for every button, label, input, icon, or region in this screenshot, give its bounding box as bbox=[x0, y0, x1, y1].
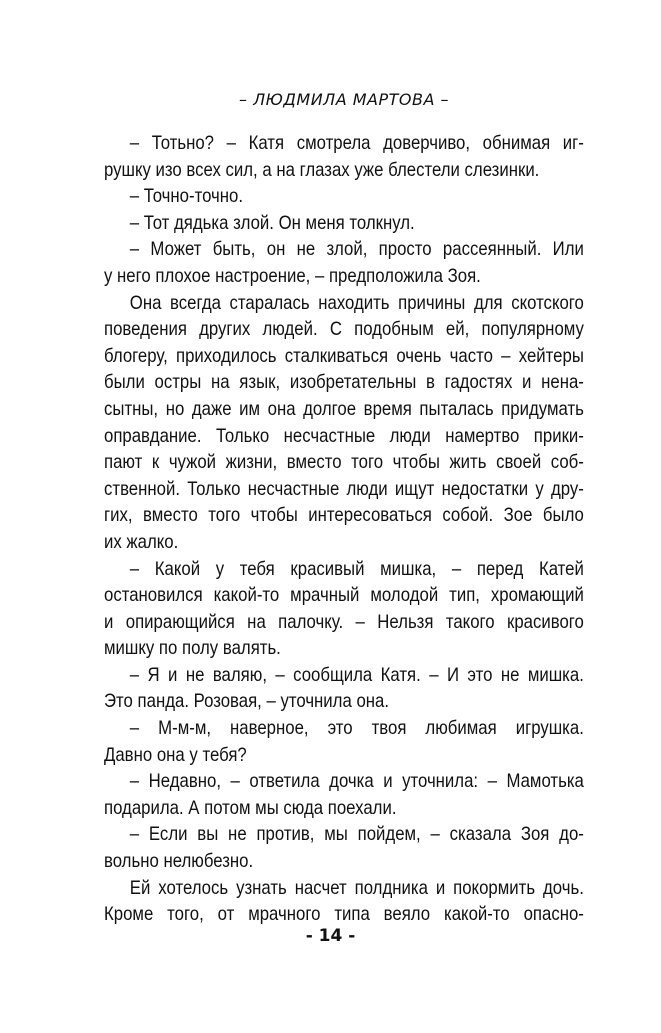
text-line: – Точно-точно. bbox=[129, 185, 244, 208]
running-title: – ЛЮДМИЛА МАРТОВА – bbox=[239, 90, 449, 109]
text-line: подарила. А потом мы сюда поехали. bbox=[104, 796, 397, 819]
text-line: и опирающийся на палочку. – Нельзя такого красивого bbox=[104, 610, 584, 633]
text-line: гих, вместо того чтобы интересоваться собой. Зое было bbox=[104, 504, 584, 527]
text-line: мишку по полу валять. bbox=[104, 637, 281, 660]
text-line: оправдание. Только несчастные люди намертво прики- bbox=[104, 424, 584, 447]
text-line: Кроме того, от мрачного типа веяло какой-то опасно- bbox=[104, 903, 584, 926]
text-line: остановился какой-то мрачный молодой тип, хромающий bbox=[104, 584, 584, 607]
text-line: блогеру, приходилось сталкиваться очень часто – хейтеры bbox=[104, 344, 584, 367]
text-line: рушку изо всех сил, а на глазах уже блестели слезинки. bbox=[104, 158, 540, 181]
text-line: пают к чужой жизни, вместо того чтобы жить своей соб- bbox=[104, 451, 584, 474]
text-line: – Я и не валяю, – сообщила Катя. – И это не мишка. bbox=[129, 663, 584, 686]
page-number: - 14 - bbox=[305, 926, 356, 946]
text-line: у него плохое настроение, – предположила Зоя. bbox=[104, 264, 481, 287]
text-line: вольно нелюбезно. bbox=[104, 850, 254, 873]
text-line: были остры на язык, изобретательны в гадостях и нена- bbox=[104, 371, 584, 394]
text-line: сытны, но даже им она долгое время пыталась придумать bbox=[104, 397, 584, 420]
text-line: – Какой у тебя красивый мишка, – перед Катей bbox=[129, 557, 584, 580]
text-line: Ей хотелось узнать насчет полдника и покормить дочь. bbox=[129, 876, 584, 899]
text-line: ственной. Только несчастные люди ищут недостатки у дру- bbox=[104, 477, 584, 500]
text-line: – Недавно, – ответила дочка и уточнила: – Мамотька bbox=[129, 770, 584, 793]
text-line: – Тот дядька злой. Он меня толкнул. bbox=[129, 211, 415, 234]
text-line: поведения других людей. С подобным ей, популярному bbox=[104, 318, 584, 341]
text-line: Она всегда старалась находить причины для скотского bbox=[129, 291, 584, 314]
text-line: Давно она у тебя? bbox=[104, 743, 247, 766]
text-line: – Если вы не против, мы пойдем, – сказала Зоя до- bbox=[129, 823, 584, 846]
text-line: – М-м-м, наверное, это твоя любимая игрушка. bbox=[129, 717, 584, 740]
text-line: их жалко. bbox=[104, 530, 179, 553]
text-line: – Тотьно? – Катя смотрела доверчиво, обнимая иг- bbox=[129, 132, 584, 154]
text-line: Это панда. Розовая, – уточнила она. bbox=[104, 690, 390, 713]
text-line: – Может быть, он не злой, просто рассеянный. Или bbox=[129, 238, 584, 261]
body-text bbox=[104, 130, 584, 928]
